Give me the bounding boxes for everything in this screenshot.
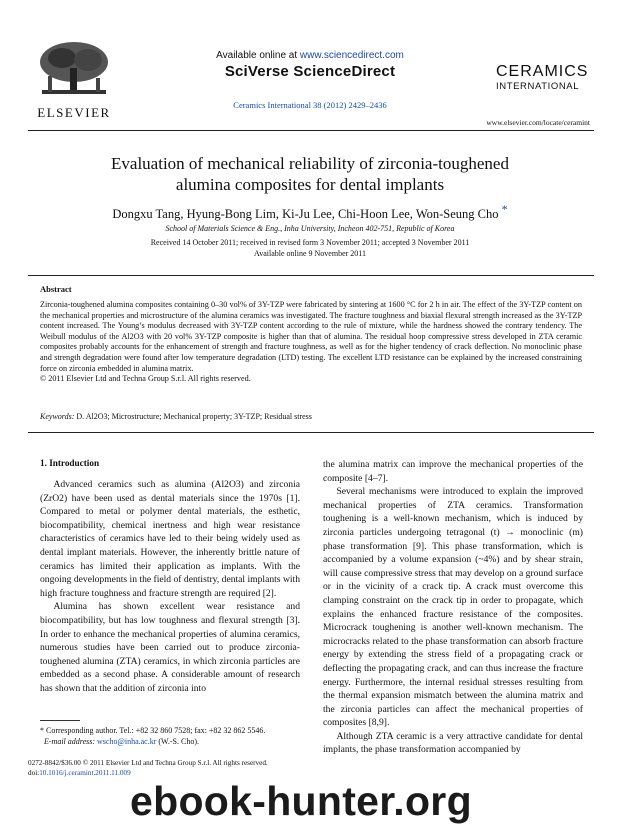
affiliation: School of Materials Science & Eng., Inha University, Incheon 402-751, Republic of Korea xyxy=(165,224,455,233)
publisher-name: ELSEVIER xyxy=(37,105,111,120)
author-email-link[interactable]: wscho@inha.ac.kr xyxy=(97,737,157,746)
footnote-rule xyxy=(40,720,80,721)
article-title: Evaluation of mechanical reliability of zirconia-toughened alumina composites for dental implants xyxy=(111,154,509,194)
sciencedirect-link[interactable]: www.sciencedirect.com xyxy=(299,50,404,61)
body-column-right xyxy=(323,458,583,757)
abstract-text: Zirconia-toughened alumina composites containing 0–30 vol% of 3Y-TZP were fabricated by sintering at 1600 °C for 2 h in air. The effect of the 3Y-TZP content on the mechanical properties and microstructure of the alumina ceramics was investigated. The fracture toughness and biaxial flexural strength increased as the 3Y-TZP content increased. The Young’s modulus decreased with 3Y-TZP content according to the rule of mixture, while the hardness showed the contrary tendency. The Weibull modulus of the Al2O3 with 20 vol% 3Y-TZP composite is higher than that of alumina. The residual hoop compressive stress developed in ZTA ceramic composites probably accounts for the enhancement of strength and fracture toughness, as well as for the higher tendency of crack deflection. No monoclinic phase and strength degradation were found after low temperature degradation (LTD) testing. The excellent LTD resistance can be explained by the increased constraining force on zirconia embedded in alumina matrix. © 2011 Elsevier Ltd and Techna Group S.r.l. All rights reserved. xyxy=(40,300,582,384)
section-heading-introduction: 1. Introduction xyxy=(40,458,100,468)
paragraph: the alumina matrix can improve the mechanical properties of the composite [4–7]. xyxy=(323,459,583,484)
footnote: * Corresponding author. Tel.: +82 32 860 7528; fax: +82 32 862 5546. E-mail address: wscho@inha.ac.kr (W.-S. Cho). xyxy=(40,726,266,746)
abstract-heading: Abstract xyxy=(40,284,72,294)
doi-link[interactable]: 10.1016/j.ceramint.2011.11.009 xyxy=(39,769,131,777)
corresponding-author-marker[interactable]: * xyxy=(501,202,508,216)
abstract-divider-top xyxy=(28,275,594,276)
copyright-line: © 2011 Elsevier Ltd and Techna Group S.r.l. All rights reserved. xyxy=(40,374,251,384)
paragraph: Advanced ceramics such as alumina (Al2O3) and zirconia (ZrO2) have been used as dental materials since the 1970s [1]. Compared to metal or polymer dental materials, the esthetic, biocompatibility, chemical inertness and high wear resistance characteristics of ceramics have led to their being widely used as dental implant materials. However, the inherently brittle nature of ceramics has limited their application as implants. With the ongoing developments in the field of dentistry, dental implants with high fracture toughness and fracture strength are required [2]. xyxy=(40,479,300,599)
issn-footer: 0272-8842/$36.00 © 2011 Elsevier Ltd and Techna Group S.r.l. All rights reserved. doi:10.1016/j.ceramint.2011.11.009 xyxy=(28,759,268,777)
journal-logo xyxy=(496,64,596,94)
journal-name-line2: INTERNATIONAL xyxy=(496,81,580,92)
platform-name: SciVerse ScienceDirect xyxy=(224,63,396,80)
body-column-left xyxy=(40,478,300,696)
article-history: Received 14 October 2011; received in revised form 3 November 2011; accepted 3 November 2011 Available online 9 November 2011 xyxy=(150,238,470,258)
availability-line: Available online at www.sciencedirect.com xyxy=(216,50,404,61)
paragraph: Although ZTA ceramic is a very attractive candidate for dental implants, the phase transformation accompanied by xyxy=(323,730,583,756)
journal-name-line1: CERAMICS xyxy=(496,63,589,80)
author-list: Dongxu Tang, Hyung-Bong Lim, Ki-Ju Lee, Chi-Hoon Lee, Won-Seung Cho * xyxy=(112,202,508,222)
header-divider xyxy=(28,130,594,131)
journal-url[interactable]: www.elsevier.com/locate/ceramint xyxy=(486,118,590,127)
keywords: Keywords: D. Al2O3; Microstructure; Mechanical property; 3Y-TZP; Residual stress xyxy=(40,412,312,421)
abstract-divider-bottom xyxy=(28,432,594,433)
paragraph: Several mechanisms were introduced to explain the improved mechanical properties of ZTA ceramics. Transformation toughening is a well-known mechanism, which is induced by zirconia particles undergoing tetragonal (t) → monoclinic (m) phase transformation [9]. This phase transformation, which is accompanied by a volume expansion (~4%) and by shear strain, will cause compressive stress that may develop on a ground surface or in the vicinity of a crack tip. A crack must overcome this clamping constraint on the crack tip in order to propagate, which explains the enhanced fracture resistance of the composites. Microcrack toughening is another well-known mechanism. The microcracks related to the phase transformation can absorb fracture energy by extending the stress field of a propagating crack or deflecting the propagating crack, and can thus increase the fracture energy. Furthermore, the internal residual stresses resulting from the thermal expansion mismatch between the alumina matrix and the zirconia particles can affect the mechanical properties of composites [8,9]. xyxy=(323,486,583,729)
watermark: ebook-hunter.org xyxy=(130,778,472,824)
paragraph: Alumina has shown excellent wear resistance and biocompatibility, but has low toughness and flexural strength [3]. In order to enhance the mechanical properties of alumina ceramics, numerous studies have been carried out to produce zirconia-toughened alumina (ZTA) ceramics, in which zirconia particles are embedded as a second phase. A considerable amount of research has shown that the addition of zirconia into xyxy=(40,601,300,694)
journal-citation[interactable]: Ceramics International 38 (2012) 2429–2436 xyxy=(233,100,387,110)
